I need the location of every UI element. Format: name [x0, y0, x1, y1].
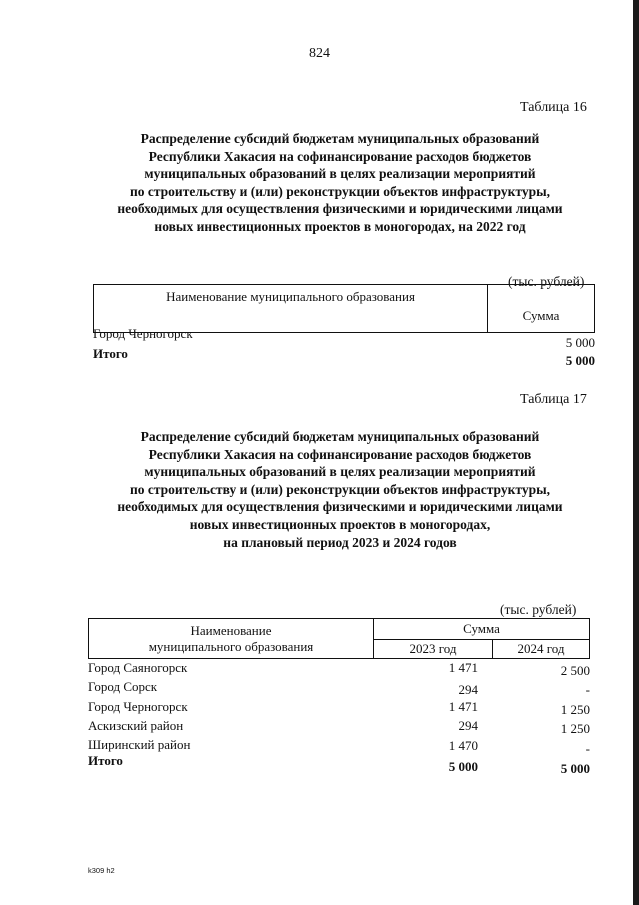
total-value-2024: 5 000 — [560, 761, 590, 776]
title-line: Распределение субсидий бюджетам муниципальных образований — [140, 429, 540, 444]
total-label: Итого — [88, 753, 123, 768]
page-number: 824 — [309, 46, 330, 61]
header-name-line: муниципального образования — [148, 638, 314, 654]
total-value-2023: 5 000 — [448, 759, 478, 774]
title-line: на плановый период 2023 и 2024 годов — [223, 534, 457, 550]
header-name-line: Наименование — [190, 622, 272, 638]
table16-units: (тыс. рублей) — [508, 274, 585, 289]
row-value-2023: 294 — [458, 682, 478, 697]
row-value-2024: 2 500 — [560, 663, 590, 678]
row-name: Город Сорск — [88, 679, 158, 694]
table16-header-name: Наименование муниципального образования — [94, 285, 488, 333]
total-row — [93, 353, 595, 369]
table17-header-sum: Сумма — [374, 619, 590, 640]
table16-header-blank — [488, 285, 595, 301]
title-line: муниципальных образований в целях реализации мероприятий — [144, 166, 536, 182]
title-line: муниципальных образований в целях реализации мероприятий — [144, 464, 536, 480]
title-line: Республики Хакасия на софинансирование расходов бюджетов — [148, 446, 532, 462]
row-name: Аскизский район — [88, 718, 184, 733]
title-line: необходимых для осуществления физическими и юридическими лицами — [117, 499, 563, 515]
row-value-2024: - — [585, 741, 590, 756]
row-value-2023: 1 471 — [448, 699, 478, 714]
row-name: Город Черногорск — [88, 699, 188, 714]
row-name: Город Саяногорск — [88, 660, 188, 675]
table17-units: (тыс. рублей) — [500, 602, 577, 617]
row-value-2023: 1 470 — [448, 738, 478, 753]
table16-label: Таблица 16 — [520, 100, 587, 115]
table17-label: Таблица 17 — [520, 392, 587, 407]
row-value-2024: 1 250 — [560, 721, 590, 736]
total-row — [88, 753, 590, 776]
row-value-2024: 1 250 — [560, 702, 590, 717]
table17-title — [80, 428, 600, 551]
row-value-2023: 1 471 — [448, 660, 478, 675]
total-label: Итого — [93, 346, 128, 361]
table-row — [88, 679, 590, 697]
table16-header-sum: Сумма — [488, 301, 595, 333]
footer-code: k309 h2 — [88, 866, 115, 875]
title-line: по строительству и (или) реконструкции объектов инфраструктуры, — [129, 481, 551, 497]
table17-header-2024: 2024 год — [493, 640, 590, 659]
table17-header — [88, 618, 590, 659]
table17-header-name — [89, 619, 374, 659]
row-name: Ширинский район — [88, 737, 191, 752]
table-row — [88, 699, 590, 717]
table-row — [88, 718, 590, 736]
total-value: 5 000 — [565, 353, 595, 368]
scan-page-edge — [633, 0, 639, 905]
table17-header-2023: 2023 год — [374, 640, 493, 659]
title-line: по строительству и (или) реконструкции объектов инфраструктуры, — [129, 183, 551, 199]
title-line: Распределение субсидий бюджетам муниципальных образований — [140, 131, 540, 146]
row-value-2024: - — [585, 682, 590, 697]
row-name: Город Черногорск — [93, 326, 193, 341]
title-line: новых инвестиционных проектов в моногородах, на 2022 год — [154, 218, 526, 234]
title-line: Республики Хакасия на софинансирование расходов бюджетов — [148, 148, 532, 164]
row-value-2023: 294 — [458, 718, 478, 733]
row-value: 5 000 — [565, 335, 595, 350]
title-line: новых инвестиционных проектов в моногородах, — [189, 516, 491, 532]
title-line: необходимых для осуществления физическими и юридическими лицами — [117, 201, 563, 217]
table16-title — [80, 130, 600, 236]
table-row — [88, 660, 590, 678]
